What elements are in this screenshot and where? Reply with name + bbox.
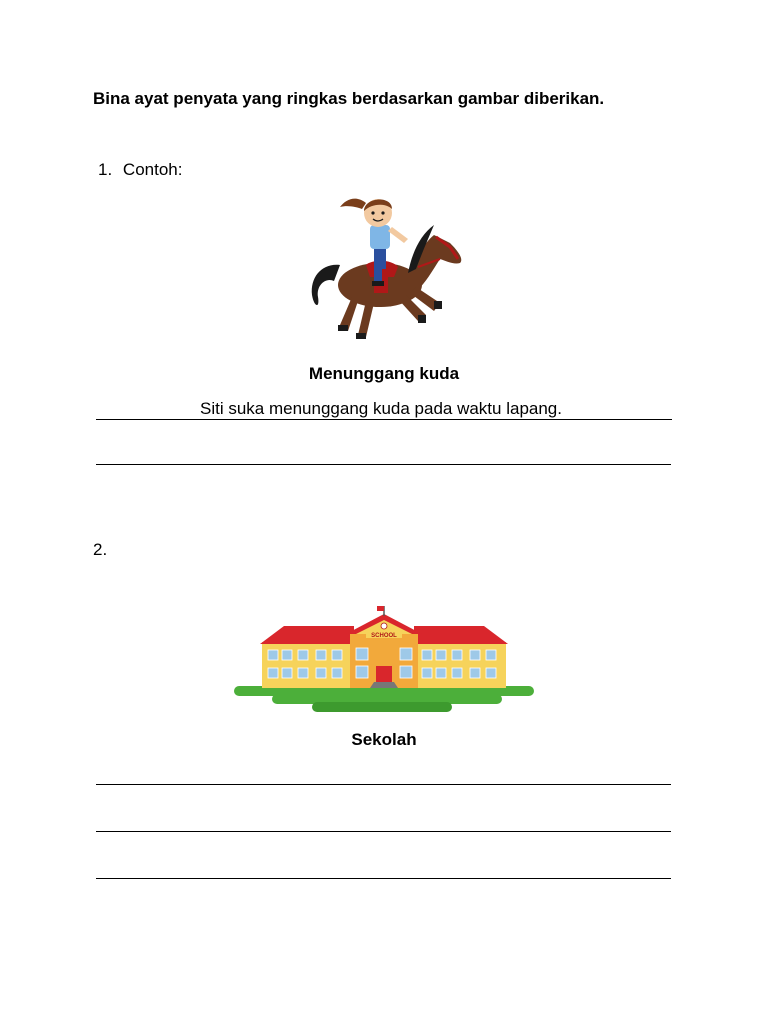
question-1-answer-text: Siti suka menunggang kuda pada waktu lapang. xyxy=(200,399,562,418)
answer-blank-right xyxy=(562,401,672,420)
instruction-heading: Bina ayat penyata yang ringkas berdasarkan gambar diberikan. xyxy=(93,89,605,108)
question-1-caption: Menunggang kuda xyxy=(308,364,460,383)
question-1-label xyxy=(98,160,182,180)
question-1-writing-line xyxy=(96,464,671,465)
girl-riding-horse-icon xyxy=(300,185,468,353)
school-building-icon xyxy=(232,604,536,718)
answer-blank-left xyxy=(96,401,200,420)
question-1-answer-line xyxy=(96,399,672,420)
question-1-example-label: Contoh: xyxy=(122,160,183,179)
question-2-number: 2. xyxy=(93,540,108,559)
question-2-writing-line-1 xyxy=(96,784,671,785)
question-1-number: 1. xyxy=(98,160,113,179)
question-2-writing-line-3 xyxy=(96,878,671,879)
school-sign-text: SCHOOL xyxy=(371,633,397,639)
question-2-caption: Sekolah xyxy=(351,730,417,749)
question-2-writing-line-2 xyxy=(96,831,671,832)
